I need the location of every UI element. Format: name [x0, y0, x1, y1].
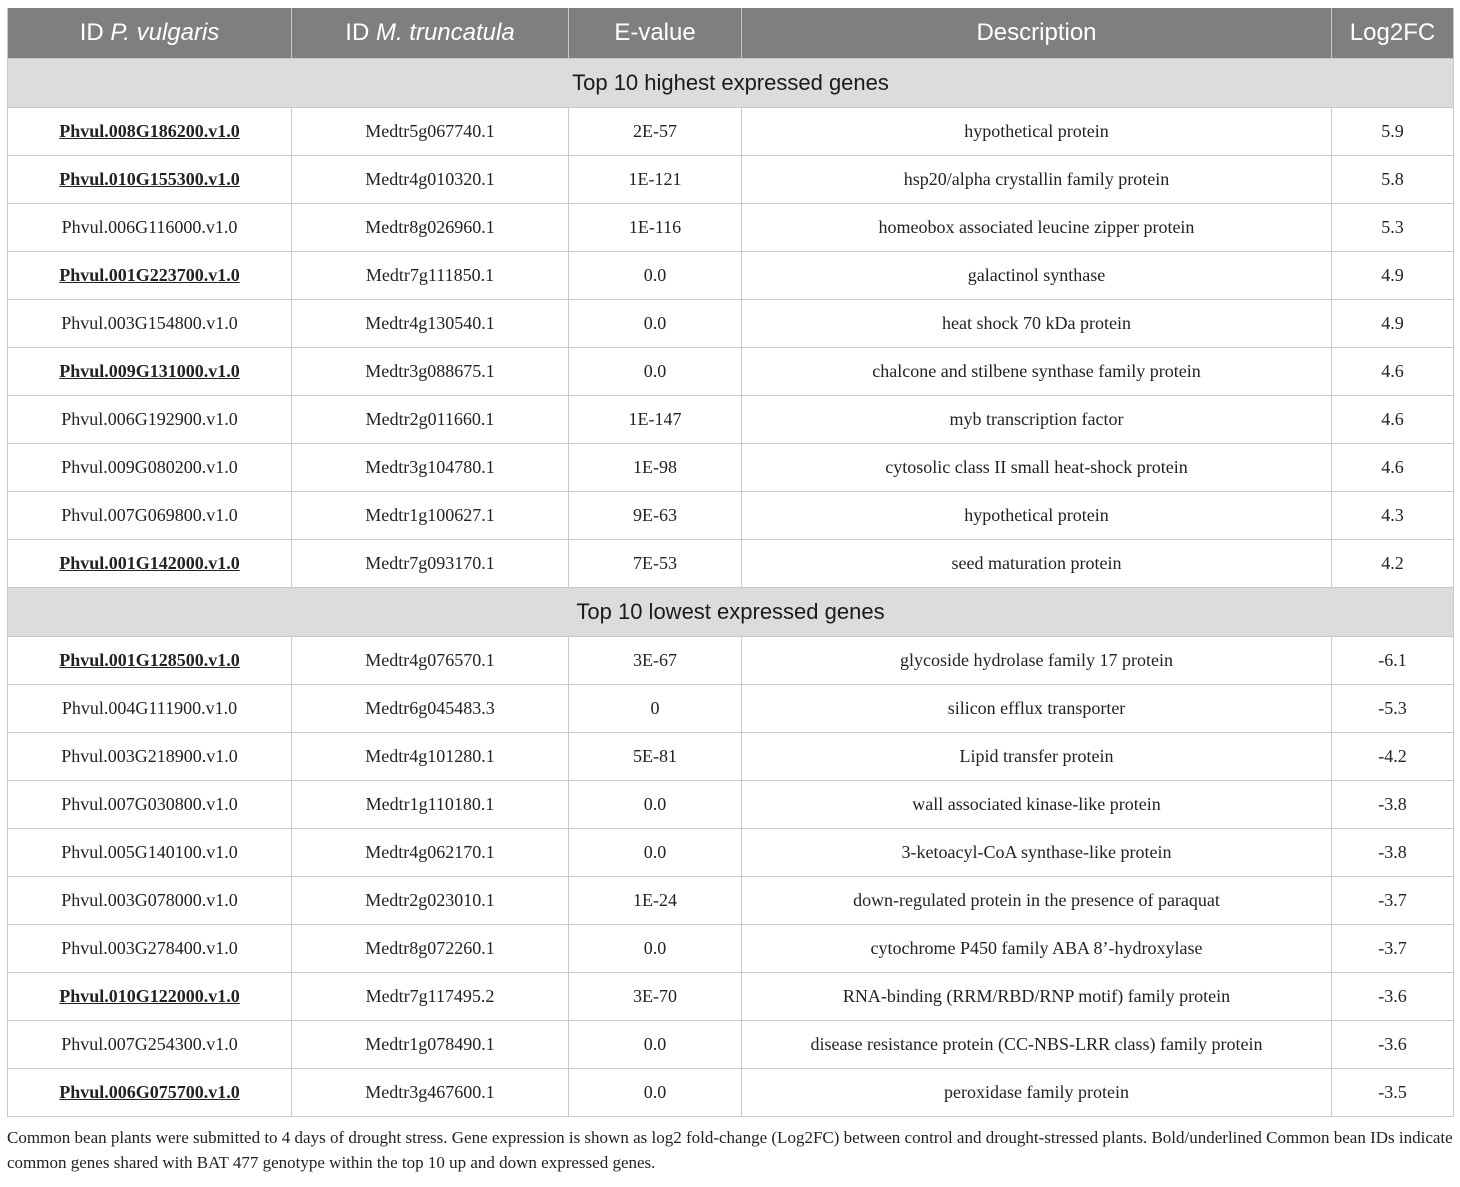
pv-id-cell: Phvul.003G218900.v1.0	[8, 733, 292, 781]
pv-id-cell: Phvul.007G030800.v1.0	[8, 781, 292, 829]
table-row	[8, 204, 1454, 252]
pv-id-cell: Phvul.006G192900.v1.0	[8, 396, 292, 444]
pv-id-cell: Phvul.005G140100.v1.0	[8, 829, 292, 877]
log2fc-cell: -3.7	[1332, 925, 1454, 973]
table-row	[8, 396, 1454, 444]
evalue-cell: 9E-63	[569, 492, 742, 540]
description-cell: heat shock 70 kDa protein	[742, 300, 1332, 348]
description-cell: RNA-binding (RRM/RBD/RNP motif) family protein	[742, 973, 1332, 1021]
description-cell: hypothetical protein	[742, 108, 1332, 156]
mt-id-cell: Medtr3g467600.1	[292, 1069, 569, 1117]
pv-id-cell: Phvul.003G078000.v1.0	[8, 877, 292, 925]
evalue-cell: 7E-53	[569, 540, 742, 588]
table-row	[8, 1069, 1454, 1117]
log2fc-cell: 4.6	[1332, 396, 1454, 444]
header-log2fc: Log2FC	[1332, 8, 1454, 59]
evalue-cell: 2E-57	[569, 108, 742, 156]
header-row	[8, 8, 1454, 59]
evalue-cell: 0.0	[569, 829, 742, 877]
evalue-cell: 0.0	[569, 781, 742, 829]
log2fc-cell: 5.9	[1332, 108, 1454, 156]
header-evalue: E-value	[569, 8, 742, 59]
log2fc-cell: -6.1	[1332, 637, 1454, 685]
pv-id-cell: Phvul.009G131000.v1.0	[8, 348, 292, 396]
mt-id-cell: Medtr4g101280.1	[292, 733, 569, 781]
description-cell: homeobox associated leucine zipper protein	[742, 204, 1332, 252]
description-cell: myb transcription factor	[742, 396, 1332, 444]
mt-id-cell: Medtr7g117495.2	[292, 973, 569, 1021]
table-row	[8, 685, 1454, 733]
evalue-cell: 0.0	[569, 300, 742, 348]
mt-id-cell: Medtr4g010320.1	[292, 156, 569, 204]
mt-id-cell: Medtr8g026960.1	[292, 204, 569, 252]
table-row	[8, 733, 1454, 781]
pv-id-cell: Phvul.007G069800.v1.0	[8, 492, 292, 540]
table-row	[8, 252, 1454, 300]
log2fc-cell: 5.3	[1332, 204, 1454, 252]
table-body	[8, 59, 1454, 1117]
section-title: Top 10 lowest expressed genes	[8, 588, 1454, 637]
log2fc-cell: 4.2	[1332, 540, 1454, 588]
evalue-cell: 0.0	[569, 252, 742, 300]
gene-table-container	[7, 8, 1453, 1175]
header-pv-prefix: ID	[79, 19, 111, 46]
description-cell: cytosolic class II small heat-shock protein	[742, 444, 1332, 492]
pv-id-cell: Phvul.001G128500.v1.0	[8, 637, 292, 685]
mt-id-cell: Medtr1g078490.1	[292, 1021, 569, 1069]
table-row	[8, 348, 1454, 396]
mt-id-cell: Medtr4g130540.1	[292, 300, 569, 348]
log2fc-cell: -3.8	[1332, 781, 1454, 829]
header-mt-prefix: ID	[345, 19, 376, 46]
table-row	[8, 300, 1454, 348]
mt-id-cell: Medtr4g076570.1	[292, 637, 569, 685]
mt-id-cell: Medtr3g104780.1	[292, 444, 569, 492]
table-footnote: Common bean plants were submitted to 4 days of drought stress. Gene expression is shown as log2 fold-change (Log2FC) between control and drought-stressed plants. Bold/underlined Common bean IDs indicate common genes shared with BAT 477 genotype within the top 10 up and down expressed genes.	[7, 1128, 1453, 1172]
section-header-row	[8, 59, 1454, 108]
section-title: Top 10 highest expressed genes	[8, 59, 1454, 108]
log2fc-cell: 4.9	[1332, 300, 1454, 348]
pv-id-cell: Phvul.003G278400.v1.0	[8, 925, 292, 973]
log2fc-cell: 4.6	[1332, 444, 1454, 492]
mt-id-cell: Medtr3g088675.1	[292, 348, 569, 396]
log2fc-cell: -3.7	[1332, 877, 1454, 925]
log2fc-cell: -3.5	[1332, 1069, 1454, 1117]
evalue-cell: 0.0	[569, 348, 742, 396]
table-row	[8, 925, 1454, 973]
pv-id-cell: Phvul.007G254300.v1.0	[8, 1021, 292, 1069]
evalue-cell: 1E-121	[569, 156, 742, 204]
mt-id-cell: Medtr7g093170.1	[292, 540, 569, 588]
pv-id-cell: Phvul.003G154800.v1.0	[8, 300, 292, 348]
mt-id-cell: Medtr2g023010.1	[292, 877, 569, 925]
log2fc-cell: -5.3	[1332, 685, 1454, 733]
mt-id-cell: Medtr6g045483.3	[292, 685, 569, 733]
description-cell: cytochrome P450 family ABA 8’-hydroxylase	[742, 925, 1332, 973]
table-row	[8, 637, 1454, 685]
evalue-cell: 0	[569, 685, 742, 733]
pv-id-cell: Phvul.010G155300.v1.0	[8, 156, 292, 204]
description-cell: galactinol synthase	[742, 252, 1332, 300]
header-description: Description	[742, 8, 1332, 59]
evalue-cell: 1E-116	[569, 204, 742, 252]
pv-id-cell: Phvul.010G122000.v1.0	[8, 973, 292, 1021]
log2fc-cell: 5.8	[1332, 156, 1454, 204]
log2fc-cell: 4.6	[1332, 348, 1454, 396]
description-cell: peroxidase family protein	[742, 1069, 1332, 1117]
evalue-cell: 0.0	[569, 925, 742, 973]
evalue-cell: 3E-70	[569, 973, 742, 1021]
description-cell: chalcone and stilbene synthase family protein	[742, 348, 1332, 396]
log2fc-cell: -4.2	[1332, 733, 1454, 781]
table-row	[8, 156, 1454, 204]
table-row	[8, 877, 1454, 925]
evalue-cell: 0.0	[569, 1021, 742, 1069]
pv-id-cell: Phvul.006G075700.v1.0	[8, 1069, 292, 1117]
mt-id-cell: Medtr8g072260.1	[292, 925, 569, 973]
evalue-cell: 1E-98	[569, 444, 742, 492]
description-cell: hsp20/alpha crystallin family protein	[742, 156, 1332, 204]
table-row	[8, 781, 1454, 829]
mt-id-cell: Medtr2g011660.1	[292, 396, 569, 444]
gene-expression-table	[7, 8, 1454, 1117]
table-row	[8, 1021, 1454, 1069]
log2fc-cell: -3.6	[1332, 973, 1454, 1021]
description-cell: disease resistance protein (CC-NBS-LRR class) family protein	[742, 1021, 1332, 1069]
mt-id-cell: Medtr7g111850.1	[292, 252, 569, 300]
description-cell: wall associated kinase-like protein	[742, 781, 1332, 829]
description-cell: seed maturation protein	[742, 540, 1332, 588]
header-mt-id	[292, 8, 569, 59]
mt-id-cell: Medtr1g100627.1	[292, 492, 569, 540]
pv-id-cell: Phvul.006G116000.v1.0	[8, 204, 292, 252]
section-header-row	[8, 588, 1454, 637]
log2fc-cell: -3.6	[1332, 1021, 1454, 1069]
header-pv-species: P. vulgaris	[110, 19, 220, 46]
mt-id-cell: Medtr1g110180.1	[292, 781, 569, 829]
pv-id-cell: Phvul.004G111900.v1.0	[8, 685, 292, 733]
pv-id-cell: Phvul.001G142000.v1.0	[8, 540, 292, 588]
table-row	[8, 444, 1454, 492]
log2fc-cell: -3.8	[1332, 829, 1454, 877]
table-row	[8, 973, 1454, 1021]
pv-id-cell: Phvul.001G223700.v1.0	[8, 252, 292, 300]
evalue-cell: 1E-24	[569, 877, 742, 925]
description-cell: silicon efflux transporter	[742, 685, 1332, 733]
pv-id-cell: Phvul.009G080200.v1.0	[8, 444, 292, 492]
description-cell: Lipid transfer protein	[742, 733, 1332, 781]
header-pv-id	[8, 8, 292, 59]
pv-id-cell: Phvul.008G186200.v1.0	[8, 108, 292, 156]
table-row	[8, 829, 1454, 877]
log2fc-cell: 4.3	[1332, 492, 1454, 540]
header-mt-species: M. truncatula	[375, 19, 515, 46]
evalue-cell: 1E-147	[569, 396, 742, 444]
log2fc-cell: 4.9	[1332, 252, 1454, 300]
evalue-cell: 0.0	[569, 1069, 742, 1117]
table-row	[8, 540, 1454, 588]
evalue-cell: 5E-81	[569, 733, 742, 781]
table-row	[8, 108, 1454, 156]
table-row	[8, 492, 1454, 540]
description-cell: 3-ketoacyl-CoA synthase-like protein	[742, 829, 1332, 877]
evalue-cell: 3E-67	[569, 637, 742, 685]
mt-id-cell: Medtr5g067740.1	[292, 108, 569, 156]
description-cell: down-regulated protein in the presence of paraquat	[742, 877, 1332, 925]
mt-id-cell: Medtr4g062170.1	[292, 829, 569, 877]
description-cell: glycoside hydrolase family 17 protein	[742, 637, 1332, 685]
description-cell: hypothetical protein	[742, 492, 1332, 540]
